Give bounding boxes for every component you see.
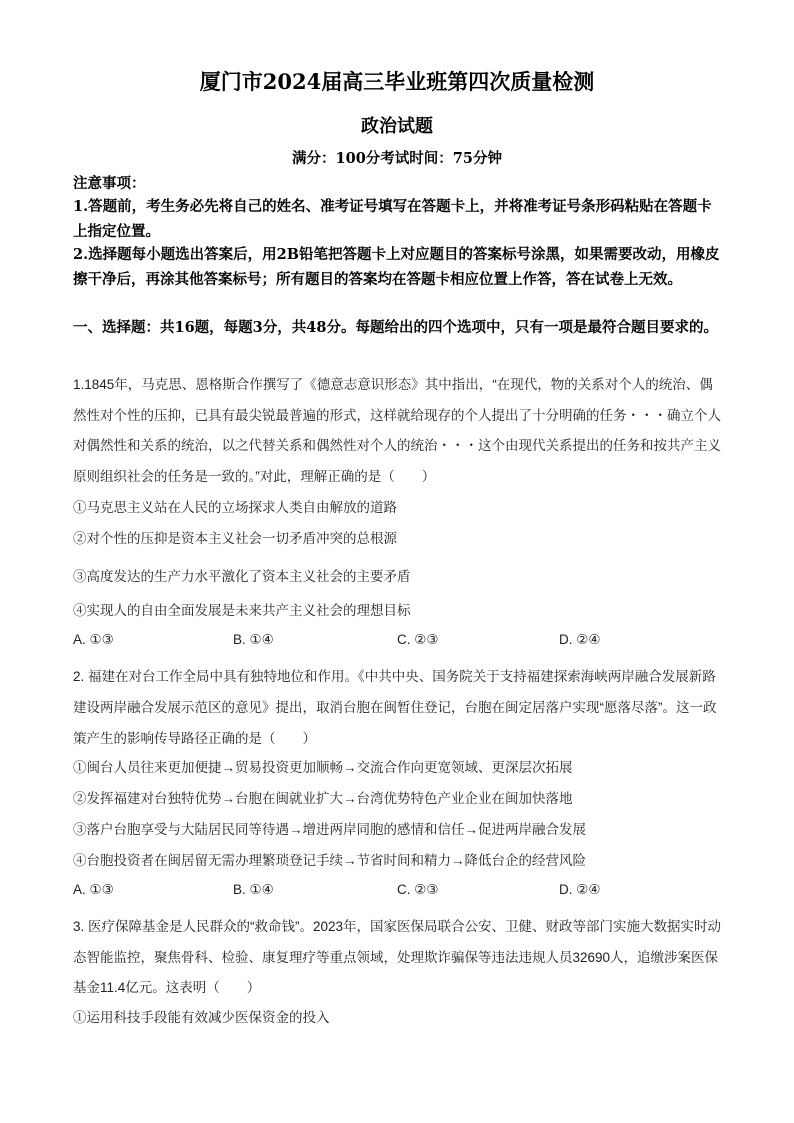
subject-title: 政治试题 <box>361 116 433 137</box>
question-1-statement-3: ③高度发达的生产力水平激化了资本主义社会的主要矛盾 <box>73 569 411 584</box>
question-2-options <box>73 882 723 902</box>
question-1-statement-2: ②对个性的压抑是资本主义社会一切矛盾冲突的总根源 <box>73 531 397 546</box>
question-2-statement-1: ①闽台人员往来更加便捷→贸易投资更加顺畅→交流合作向更宽领域、更深层次拓展 <box>73 760 573 775</box>
note-1: 1.答题前，考生务必先将自己的姓名、准考证号填写在答题卡上，并将准考证号条形码粘贴在答题卡上指定位置。 <box>73 198 712 240</box>
option-b[interactable]: B. ①④ <box>233 632 274 647</box>
question-1-stem: 1.1845年，马克思、恩格斯合作撰写了《德意志意识形态》其中指出，“在现代，物的关系对个人的统治、偶然性对个性的压抑，已具有最尖锐最普遍的形式，这样就给现存的个人提出了十分明确的任务・・・确立个人对偶然性和关系的统治，以之代替关系和偶然性对个人的统治・・・这个由现代关系提出的任务和按共产主义原则组织社会的任务是一致的。”对此，理解正确的是（ ） <box>73 377 721 484</box>
question-2-statement-3: ③落户台胞享受与大陆居民同等待遇→增进两岸同胞的感情和信任→促进两岸融合发展 <box>73 822 586 837</box>
option-a[interactable]: A. ①③ <box>73 882 114 897</box>
option-d[interactable]: D. ②④ <box>559 882 601 897</box>
question-1-options <box>73 632 723 652</box>
question-3-statement-1: ①运用科技手段能有效减少医保资金的投入 <box>73 1010 330 1025</box>
question-1-statement-1: ①马克思主义站在人民的立场探求人类自由解放的道路 <box>73 500 397 515</box>
question-2-statement-2: ②发挥福建对台独特优势→台胞在闽就业扩大→台湾优势特色产业企业在闽加快落地 <box>73 791 573 806</box>
question-1-statement-4: ④实现人的自由全面发展是未来共产主义社会的理想目标 <box>73 603 411 618</box>
note-2: 2.选择题每小题选出答案后，用2B铅笔把答题卡上对应题目的答案标号涂黑，如果需要改动，用橡皮擦干净后，再涂其他答案标号；所有题目的答案均在答题卡相应位置上作答，答在试卷上无效。 <box>73 246 720 288</box>
option-d[interactable]: D. ②④ <box>559 632 601 647</box>
question-2-stem: 2. 福建在对台工作全局中具有独特地位和作用。《中共中央、国务院关于支持福建探索海峡两岸融合发展新路建设两岸融合发展示范区的意见》提出，取消台胞在闽暂住登记，台胞在闽定居落户实现“愿落尽落”。这一政策产生的影响传导路径正确的是（ ） <box>73 669 717 746</box>
exam-title: 厦门市2024届高三毕业班第四次质量检测 <box>199 69 595 94</box>
exam-meta: 满分：100分考试时间：75分钟 <box>292 150 502 167</box>
option-a[interactable]: A. ①③ <box>73 632 114 647</box>
option-c[interactable]: C. ②③ <box>397 882 439 897</box>
section-heading: 一、选择题：共16题，每题3分，共48分。每题给出的四个选项中，只有一项是最符合题目要求的。 <box>73 319 718 336</box>
question-3-stem: 3. 医疗保障基金是人民群众的“救命钱”。2023年，国家医保局联合公安、卫健、财政等部门实施大数据实时动态智能监控，聚焦骨科、检验、康复理疗等重点领域，处理欺诈骗保等违法违规人员32690人，追缴涉案医保基金11.4亿元。这表明（ ） <box>73 919 722 995</box>
option-b[interactable]: B. ①④ <box>233 882 274 897</box>
question-2-statement-4: ④台胞投资者在闽居留无需办理繁琐登记手续→节省时间和精力→降低台企的经营风险 <box>73 853 586 868</box>
option-c[interactable]: C. ②③ <box>397 632 439 647</box>
notes-heading: 注意事项： <box>73 175 146 192</box>
